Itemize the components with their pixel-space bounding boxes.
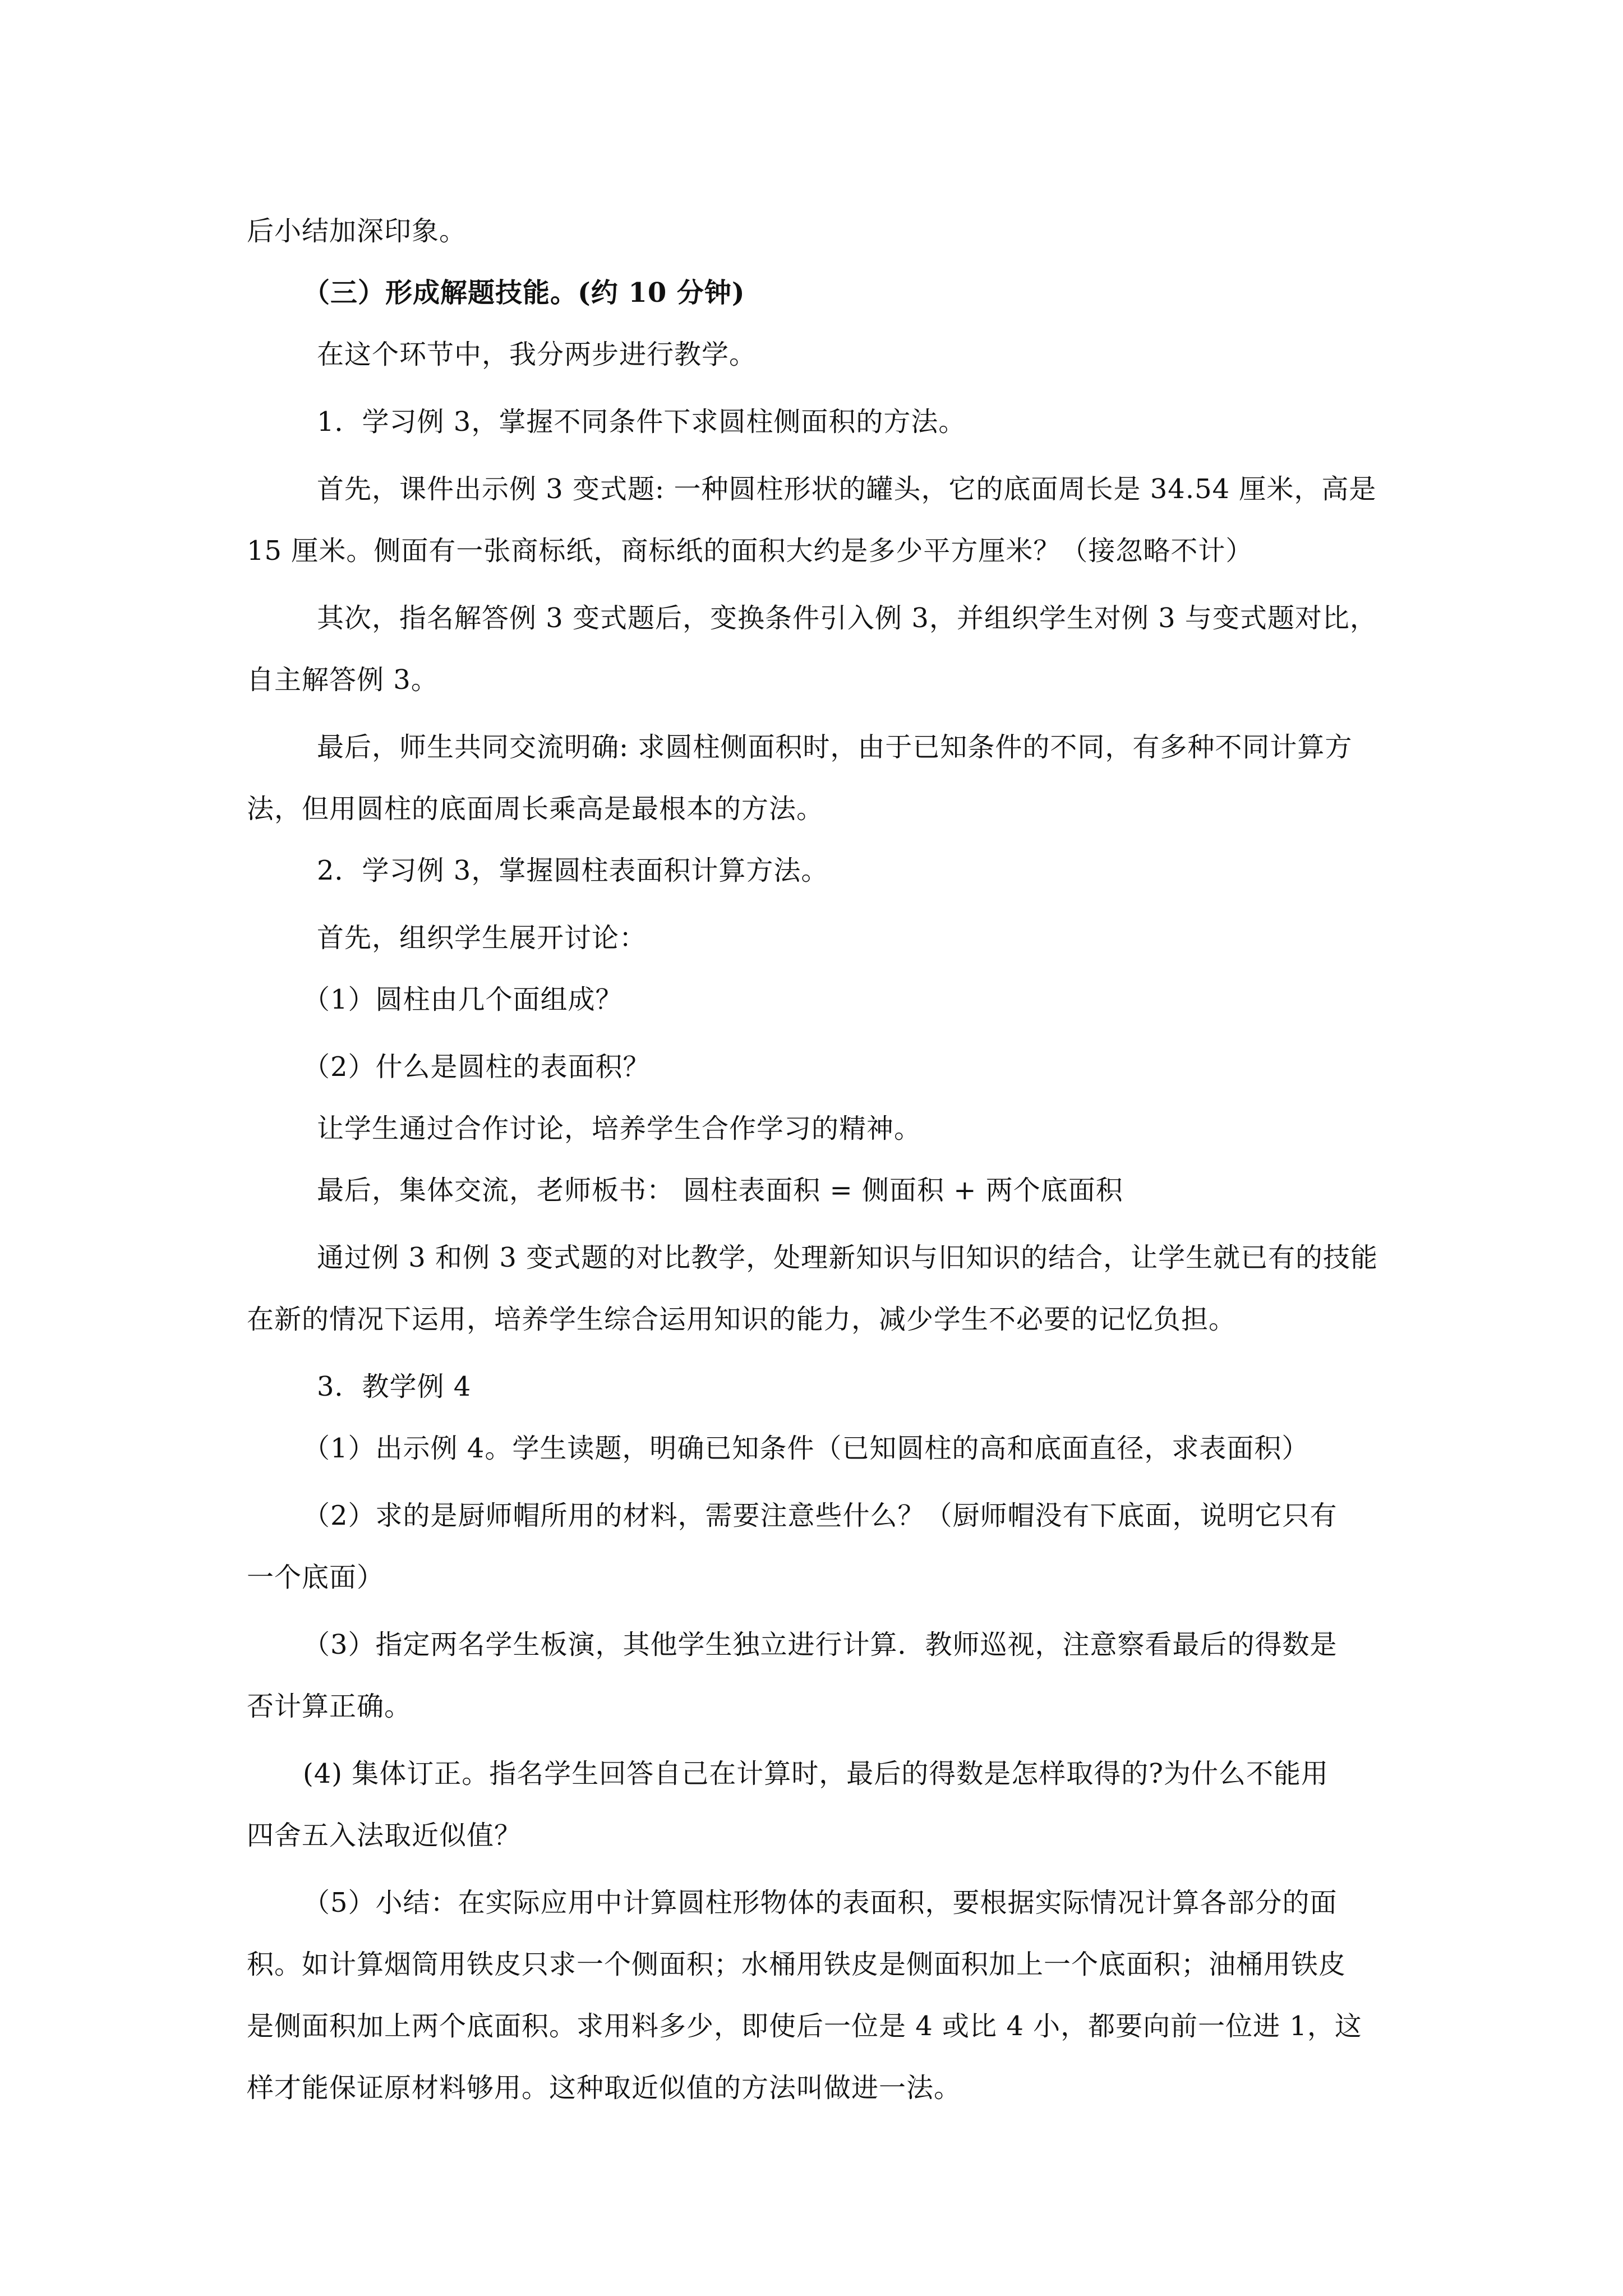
paragraph-line: 首先，组织学生展开讨论： xyxy=(317,922,647,954)
list-item: （3）指定两名学生板演，其他学生独立进行计算．教师巡视，注意察看最后的得数是 xyxy=(303,1629,1338,1660)
paragraph-line: 是侧面积加上两个底面积。求用料多少，即使后一位是 4 或比 4 小，都要向前一位进 1，这 xyxy=(247,2010,1362,2042)
step-heading: 1．学习例 3，掌握不同条件下求圆柱侧面积的方法。 xyxy=(317,406,966,438)
list-item: （1）圆柱由几个面组成？ xyxy=(303,984,623,1015)
paragraph-line: 样才能保证原材料够用。这种取近似值的方法叫做进一法。 xyxy=(247,2072,962,2104)
list-item: （2）求的是厨师帽所用的材料，需要注意些什么？（厨师帽没有下底面，说明它只有 xyxy=(303,1500,1338,1531)
list-item: （2）什么是圆柱的表面积？ xyxy=(303,1051,651,1083)
step-heading: 2．学习例 3，掌握圆柱表面积计算方法。 xyxy=(317,855,829,886)
paragraph-line: 一个底面） xyxy=(247,1562,385,1593)
paragraph-line: 15 厘米。侧面有一张商标纸，商标纸的面积大约是多少平方厘米？（接忽略不计） xyxy=(247,535,1253,567)
paragraph-line: 自主解答例 3。 xyxy=(247,664,439,696)
list-item: (4) 集体订正。指名学生回答自己在计算时，最后的得数是怎样取得的?为什么不能用 xyxy=(303,1758,1329,1789)
paragraph-line: 在新的情况下运用，培养学生综合运用知识的能力，减少学生不必要的记忆负担。 xyxy=(247,1304,1237,1335)
step-heading: 3．教学例 4 xyxy=(317,1371,472,1402)
paragraph-line: 四舍五入法取近似值？ xyxy=(247,1820,522,1851)
formula-line: 最后，集体交流，老师板书： 圆柱表面积 = 侧面积 + 两个底面积 xyxy=(317,1175,1123,1206)
paragraph-line: 否计算正确。 xyxy=(247,1691,412,1722)
paragraph-line: 法，但用圆柱的底面周长乘高是最根本的方法。 xyxy=(247,793,824,825)
paragraph-line: 让学生通过合作讨论，培养学生合作学习的精神。 xyxy=(317,1113,922,1144)
paragraph-line: 通过例 3 和例 3 变式题的对比教学，处理新知识与旧知识的结合，让学生就已有的技能 xyxy=(317,1242,1378,1273)
paragraph-line: 后小结加深印象。 xyxy=(247,215,467,247)
paragraph-line: 在这个环节中，我分两步进行教学。 xyxy=(317,339,757,370)
paragraph-line: 积。如计算烟筒用铁皮只求一个侧面积；水桶用铁皮是侧面积加上一个底面积；油桶用铁皮 xyxy=(247,1949,1347,1980)
paragraph-line: 最后，师生共同交流明确: 求圆柱侧面积时，由于已知条件的不同，有多种不同计算方 xyxy=(317,731,1353,763)
list-item: （5）小结：在实际应用中计算圆柱形物体的表面积，要根据实际情况计算各部分的面 xyxy=(303,1887,1338,1918)
list-item: （1）出示例 4。学生读题，明确已知条件（已知圆柱的高和底面直径，求表面积） xyxy=(303,1433,1310,1464)
section-heading: （三）形成解题技能。(约 10 分钟) xyxy=(303,277,745,309)
paragraph-line: 首先，课件出示例 3 变式题: 一种圆柱形状的罐头，它的底面周长是 34.54 厘米，高是 xyxy=(317,473,1377,505)
paragraph-line: 其次，指名解答例 3 变式题后，变换条件引入例 3，并组织学生对例 3 与变式题对比， xyxy=(317,602,1377,634)
